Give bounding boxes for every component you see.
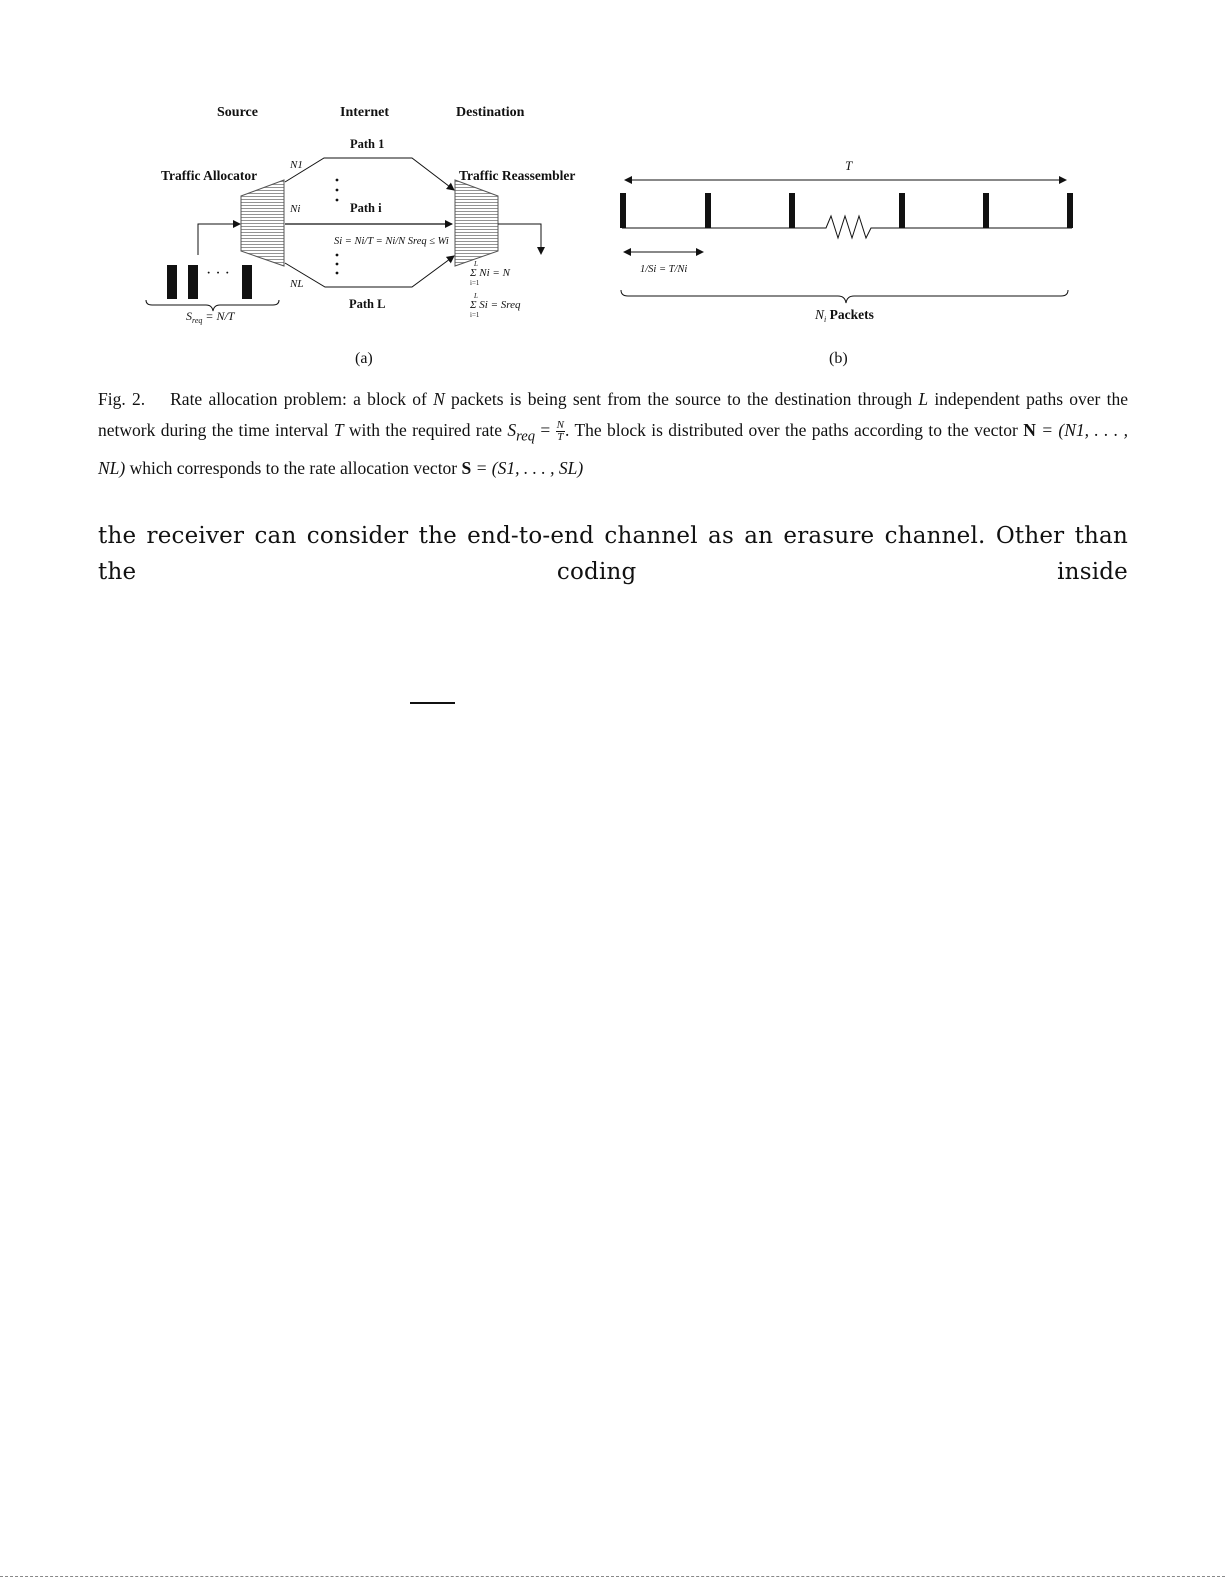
timeline-packet	[620, 193, 626, 228]
figure-2	[0, 0, 1225, 375]
caption-var-n: N	[433, 389, 445, 409]
caption-vector-n: N	[1023, 420, 1036, 440]
timeline-packet	[705, 193, 711, 228]
label-path-L: Path L	[349, 297, 386, 311]
timeline-packet	[899, 193, 905, 228]
caption-fraction	[556, 420, 565, 443]
caption-var-l: L	[918, 389, 929, 409]
sublabel-b: (b)	[829, 350, 848, 367]
label-sum-n: Σ Ni = N	[470, 267, 510, 279]
caption-frac-num: N	[556, 419, 565, 432]
sum-limit-bottom: i=1	[470, 279, 480, 287]
heading-source: Source	[217, 105, 258, 120]
source-packet	[167, 265, 177, 299]
label-sreq: $S_{req} = N/T$	[186, 309, 235, 325]
label-ni-packets: $N_i$ Packets	[815, 307, 874, 324]
timeline-packet	[789, 193, 795, 228]
caption-text: . The block is distributed over the paths according to the vector	[565, 420, 1024, 440]
label-sum-s: Σ Si = Sreq	[470, 299, 521, 311]
caption-var-t: T	[333, 420, 344, 440]
caption-text: which corresponds to the rate allocation vector	[125, 457, 462, 478]
caption-eq: =	[535, 420, 556, 440]
source-packet-dots: · · ·	[206, 265, 230, 282]
caption-text: Rate allocation problem: a block of	[170, 389, 434, 409]
timeline-packet	[983, 193, 989, 228]
caption-vector-s-value: = (S1, . . . , SL)	[471, 457, 584, 478]
vertical-dots-upper	[336, 179, 339, 202]
label-packet-interval: 1/Si = T/Ni	[640, 264, 688, 275]
source-packet	[242, 265, 252, 299]
caption-var-sreq-sub: req	[516, 428, 536, 445]
figure-caption	[98, 384, 1128, 484]
caption-var-sreq: S	[507, 420, 517, 440]
sum-limit-top: L	[474, 260, 478, 268]
sum-limit-top: L	[474, 292, 478, 300]
traffic-reassembler-block	[455, 180, 498, 266]
timeline-packet	[1067, 193, 1073, 228]
page-bottom-border	[0, 1576, 1225, 1577]
label-path-1: Path 1	[350, 137, 385, 151]
caption-text: packets is being sent from the source to the destination through	[444, 389, 919, 409]
caption-vector-n-value: = (N1, . . . , NL)	[98, 420, 1128, 478]
panel-b	[620, 158, 1073, 367]
label-n1: N1	[290, 159, 303, 171]
source-packet	[188, 265, 198, 299]
label-ni: Ni	[290, 203, 301, 215]
vertical-dots-lower	[336, 254, 339, 275]
sublabel-a: (a)	[355, 350, 373, 367]
caption-fig-label: Fig. 2.	[98, 389, 146, 409]
path-L-line	[285, 256, 454, 287]
heading-destination: Destination	[456, 105, 525, 120]
packets-brace	[621, 290, 1068, 303]
label-rate-equation: Si = Ni/T = Ni/N Sreq ≤ Wi	[334, 236, 449, 247]
caption-vector-s: S	[461, 457, 472, 478]
caption-text: with the required rate	[343, 420, 508, 440]
heading-internet: Internet	[340, 105, 389, 120]
timeline-baseline	[622, 216, 1072, 238]
reassembler-output-arrow	[498, 224, 541, 254]
caption-text: independent paths over the network during the time interval	[98, 389, 1129, 440]
traffic-allocator-block	[241, 180, 284, 266]
body-line: the receiver can consider the end-to-end channel as an erasure channel. Other than the coding inside	[98, 523, 1128, 585]
label-traffic-reassembler: Traffic Reassembler	[459, 168, 576, 183]
panel-a	[146, 105, 575, 367]
label-traffic-allocator: Traffic Allocator	[161, 168, 258, 183]
footnote-rule	[410, 702, 455, 704]
allocator-input-arrow	[198, 224, 240, 255]
label-nl: NL	[290, 278, 304, 290]
label-t: T	[845, 158, 853, 173]
sum-limit-bottom: i=1	[470, 311, 480, 319]
caption-frac-den: T	[557, 431, 564, 444]
body-paragraph	[98, 518, 1128, 590]
label-path-i: Path i	[350, 201, 382, 215]
path-1-line	[285, 158, 454, 190]
